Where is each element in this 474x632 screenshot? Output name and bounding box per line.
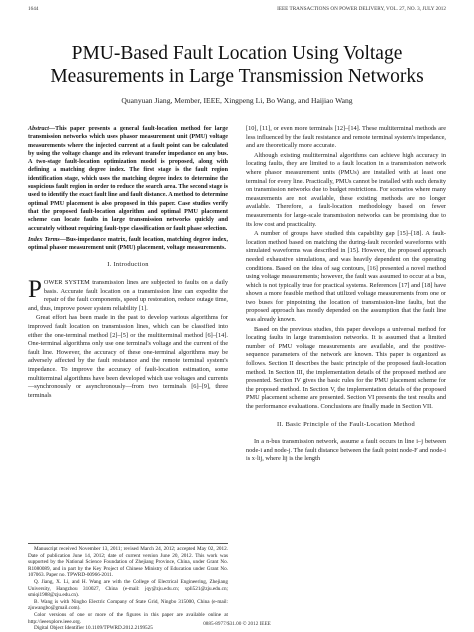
right-paragraph-continued: [10], [11], or even more terminals [12]–[14]. These multiterminal methods are less influenced by the fault resistance and remote terminal system's impedance, and are theoretically more accurate. [246,125,446,150]
index-terms-label: Index Terms— [28,236,66,243]
footnote-affiliation-2: B. Wang is with Ningbo Electric Company of State Grid, Ningbo 315000, China (e-mail: zjuwangbo@gmail.com). [28,598,228,612]
paper-title [20,42,454,88]
abstract [28,125,228,233]
section-heading-basic-principle: II. Basic Principle of the Fault-Location Method [276,420,416,428]
index-terms [28,236,228,253]
page-number: 1644 [28,6,39,12]
index-terms-text: Bus-impedance matrix, fault location, matching degree index, optimal phasor measurement unit (PMU) placement, voltage measurements. [28,236,228,252]
intro-paragraph-1 [28,276,228,313]
right-paragraph-4: In a n-bus transmission network, assume a fault occurs in line i–j between node-i and node-j. The fault distance between the fault point node-F and node-i is x·lij, where lij is the length [246,438,446,463]
section-heading-introduction: I. Introduction [107,261,149,269]
right-paragraph-3: Based on the previous studies, this paper develops a universal method for locating faults in large transmission networks. It is assumed that a limited number of PMU voltage measurements are available, and the positive-sequence parameters of the network are known. This paper is organized as follows. Section II describes the basic principle of the proposed fault-location method. In Section III, the implementation details of the proposed method are presented. Section IV gives the basic rules for the PMU placement scheme for the proposed method. In Section V, the implementation details of the proposed PMU placement scheme are presented. Section VI presents the test results and the performance evaluations. Conclusions are finally made in Section VII. [246,325,446,410]
journal-header: IEEE TRANSACTIONS ON POWER DELIVERY, VOL. 27, NO. 3, JULY 2012 [277,6,446,12]
title-line-2: Measurements in Large Transmission Networks [50,66,424,87]
footnote-affiliation-1: Q. Jiang, X. Li, and H. Wang are with the College of Electrical Engineering, Zhejiang University, Hangzhou 310027, China (e-mail: jqy@zju.edu.cn; xpli521@zju.edu.cn; smiqi1988@zju.edu.cn). [28,578,228,599]
author-list: Quanyuan Jiang, Member, IEEE, Xingpeng Li, Bo Wang, and Haijiao Wang [121,96,353,105]
footnote-color: Color versions of one or more of the figures in this paper are available online at http://ieeexplore.ieee.org. [28,611,228,625]
intro-p1-text: transmission lines are subjected to faults on a daily basis. Accurate fault location on a transmission line can expedite the repair of the fault components, speed up restoration, reduce outage time, and, thus, improve power system reliability [1]. [28,279,228,312]
footnote-doi: Digital Object Identifier 10.1109/TPWRD.2012.2199525 [34,625,153,632]
left-column [28,125,228,401]
abstract-label: Abstract— [28,126,56,132]
intro-paragraph-2: Great effort has been made in the past to develop various algorithms for improved fault location on transmission lines, which can be classified into either the one-terminal method [2]–[5] or the multiterminal method [6]–[14]. One-terminal algorithms only use one terminal's voltage and the current of the fault line. However, the accuracy of these one-terminal algorithms may be adversely affected by the fault resistance and the remote terminal system's impedance. To improve the accuracy of fault-location estimation, some multiterminal algorithms have been developed which use voltages and currents—synchronously or asynchronously—from two terminals [6]–[9], three terminals [28,314,228,399]
footnote-manuscript: Manuscript received November 13, 2011; revised March 24, 2012; accepted May 02, 2012. Date of publication June 14, 2012; date of current version June 20, 2012. This work was supported by the National Science Foundation of Zhejiang Province, China, under Grant No. R1080089, and in part by the Key Project of Chinese Ministry of Education under Grant No. 107063. Paper no. TPWRD-00966-2011. [28,546,228,579]
right-paragraph-2: A number of groups have studied this capability gap [15]–[18]. A fault-location method based on matching the during-fault recorded waveforms with simulated waveforms was described in [15]. However, the proposed approach needed exhaustive simulations, and was heavily dependent on the operating conditions. Based on the idea of sag contours, [16] presented a novel method using voltage measurements; however, the fault was assumed to occur at a bus, which is not typically true for practical systems. References [17] and [18] have shown a more feasible method that utilized voltage measurements from one or two buses for pinpointing the location of transmission-line faults, but the proposed approach has mostly depended on the assumption that the fault line was already known. [246,230,446,324]
abstract-text: This paper presents a general fault-location method for large transmission networks which uses phasor measurement unit (PMU) voltage measurements where the injected current at a fault point can be calculated by using the voltage change and its relevant transfer impedance on any bus. A two-stage fault-location optimization model is proposed, along with defining a matching degree index. The first stage is the fault region identification stage, which uses the matching degree index to determine the suspicious fault region in order to reduce the search area. The second stage is used to identify the exact fault line and fault distance. A method to determine optimal PMU placement is also proposed in this paper. Case studies verify that the proposed fault-location algorithm and optimal PMU placement scheme can locate faults in large transmission networks quickly and accurately without requiring fault-type classification or fault phase selection. [28,126,228,232]
footnotes [28,543,228,632]
intro-first-words: OWER SYSTEM [43,279,90,287]
title-line-1: PMU-Based Fault Location Using Voltage [71,43,403,64]
running-header [28,6,446,14]
right-column [246,125,446,465]
right-paragraph-1: Although existing multiterminal algorithms can achieve high accuracy in locating faults, they are limited to a fault location in a transmission network where phasor measurement units (PMUs) are installed with at least one terminal for every line. Practically, PMUs cannot be installed with such density on transmission networks due to budget restrictions. For scenarios where many measurements are not available, these existing methods are no longer available. Therefore, a fault-location methodology based on fewer measurements for large-scale transmission networks can be promising due to its low cost and practicality. [246,151,446,228]
drop-cap: P [28,276,42,304]
copyright-footer: 0885-8977/$31.00 © 2012 IEEE [203,621,271,627]
